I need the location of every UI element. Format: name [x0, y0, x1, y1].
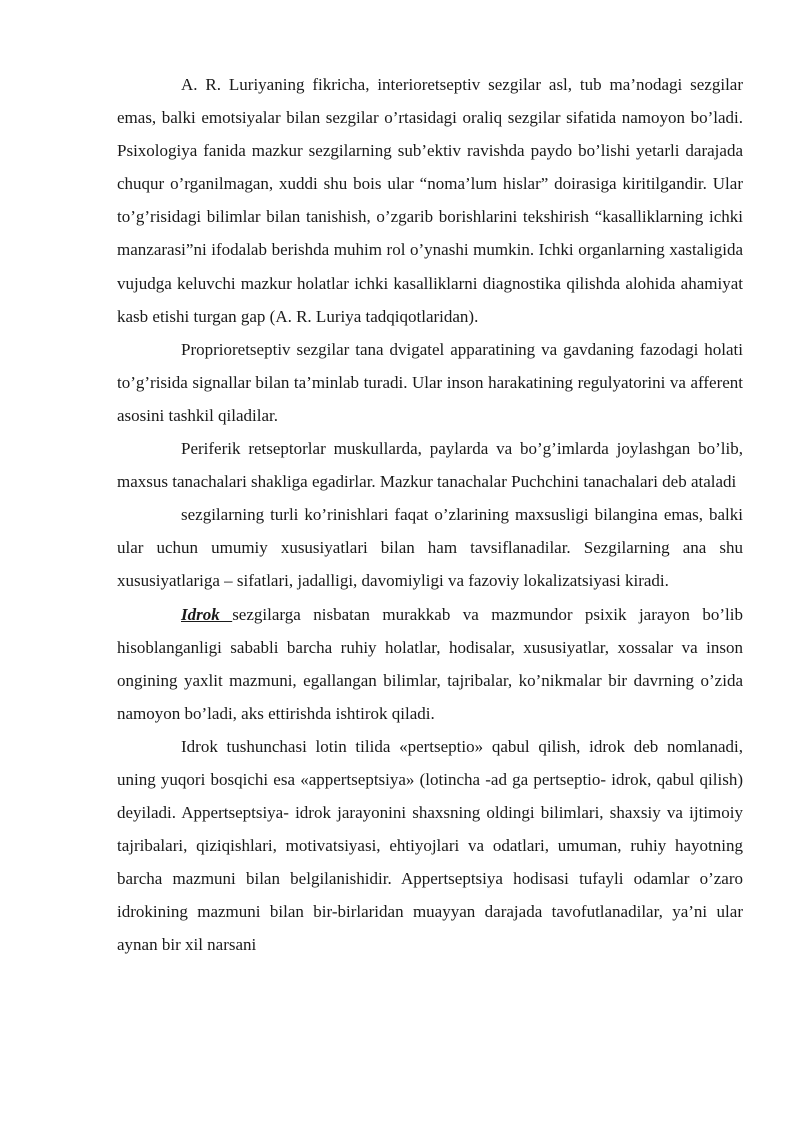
paragraph-sezgilar-xususiyatlari: sezgilarning turli ko’rinishlari faqat o’zlarining maxsusligi bilangina emas, balki ular uchun umumiy xususiyatlari bilan ham tavsiflanadilar. Sezgilarning ana shu xususiyatlariga – sifatlari, jadalligi, davomiyligi va fazoviy lokalizatsiyasi kiradi.	[117, 505, 743, 591]
paragraph-periferik: Periferik retseptorlar muskullarda, paylarda va bo’g’imlarda joylashgan bo’lib, maxsus tanachalari shakliga egadirlar. Mazkur tanachalar Puchchini tanachalari deb ataladi	[117, 439, 743, 492]
document-page	[117, 68, 743, 962]
paragraph-idrok	[117, 598, 743, 730]
paragraph-idrok-tushunchasi: Idrok tushunchasi lotin tilida «pertseptio» qabul qilish, idrok deb nomlanadi, uning yuqori bosqichi esa «appertseptsiya» (lotincha -ad ga pertseptio- idrok, qabul qilish) deyiladi. Appertseptsiya- idrok jarayonini shaxsning oldingi bilimlari, shaxsiy va ijtimoiy tajribalari, qiziqishlari, motivatsiyasi, ehtiyojlari va odatlari, umuman, ruhiy hayotning barcha mazmuni bilan belgilanishidir. Appertseptsiya hodisasi tufayli odamlar o’zaro idrokining mazmuni bilan bir-birlaridan muayyan darajada tavofutlanadilar, ya’ni ular aynan bir xil narsani	[117, 736, 743, 955]
paragraph-luriya: A. R. Luriyaning fikricha, interioretseptiv sezgilar asl, tub ma’nodagi sezgilar emas, balki emotsiyalar bilan sezgilar o’rtasidagi oraliq sezgilar sifatida namoyon bo’ladi. Psixologiya fanida mazkur sezgilarning sub’ektiv ravishda paydo bo’lishi yetarli darajada chuqur o’rganilmagan, xuddi shu bois ular “noma’lum hislar” doirasiga kiritilgandir. Ular to’g’risidagi bilimlar bilan tanishish, o’zgarib borishlarini tekshirish “kasalliklarning ichki manzarasi”ni ifodalab berishda muhim rol o’ynashi mumkin. Ichki organlarning xastaligida vujudga keluvchi mazkur holatlar ichki kasalliklarni diagnostika qilishda alohida ahamiyat kasb etishi turgan gap (A. R. Luriya tadqiqotlaridan).	[117, 75, 743, 326]
paragraph-proprioretseptiv: Proprioretseptiv sezgilar tana dvigatel apparatining va gavdaning fazodagi holati to’g’risida signallar bilan ta’minlab turadi. Ular inson harakatining regulyatorini va afferent asosini tashkil qiladilar.	[117, 339, 743, 425]
idrok-paragraph-text: sezgilarga nisbatan murakkab va mazmundor psixik jarayon bo’lib hisoblanganligi sababli barcha ruhiy holatlar, hodisalar, xususiyatlar, xossalar va inson ongining yaxlit mazmuni, egallangan bilimlar, tajribalar, ko’nikmalar bir davrning o’zida namoyon bo’ladi, aks ettirishda ishtirok qiladi.	[117, 604, 743, 723]
idrok-term: Idrok	[181, 604, 233, 624]
